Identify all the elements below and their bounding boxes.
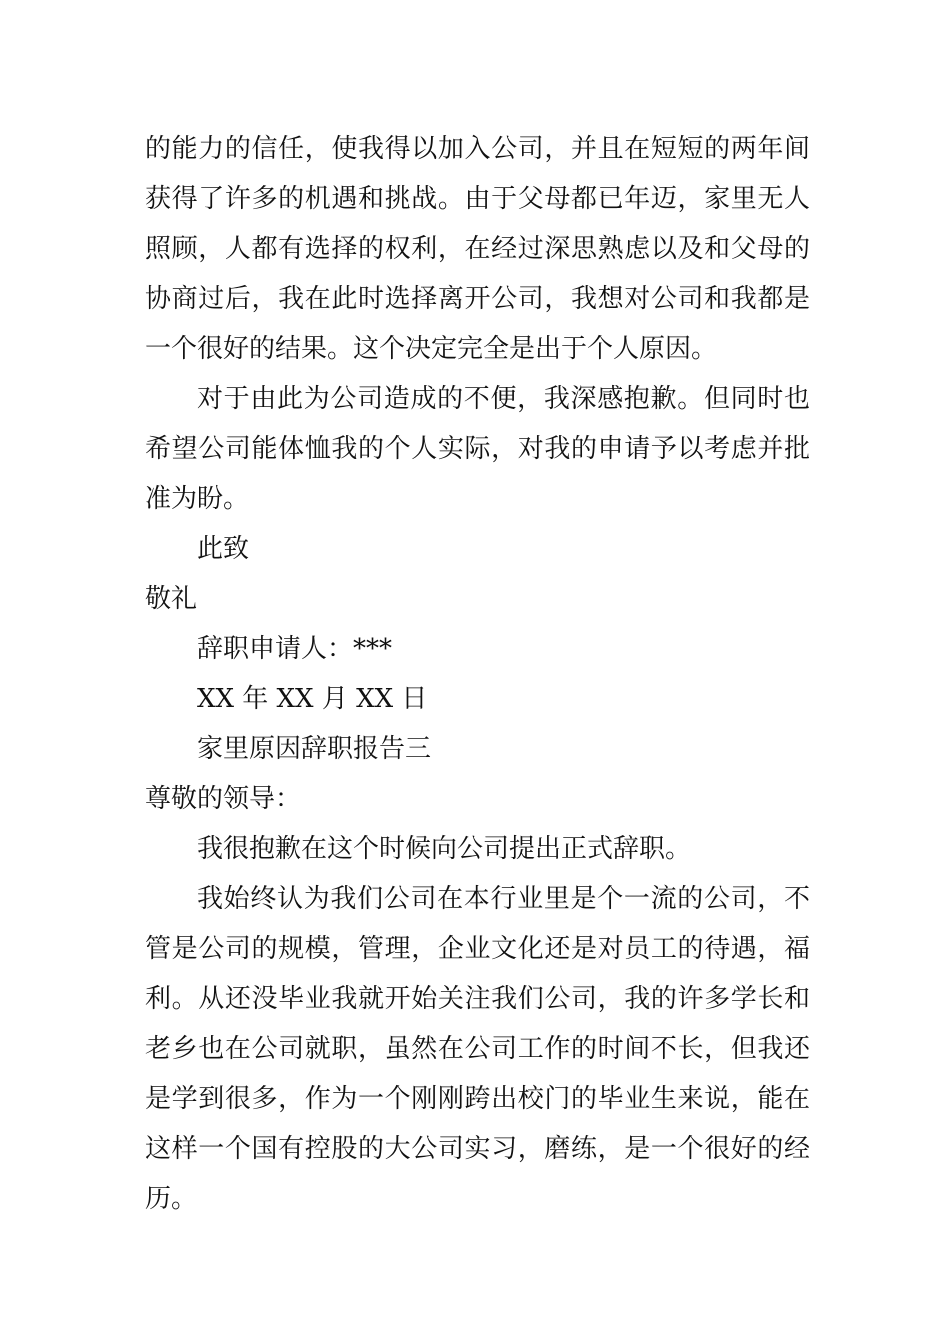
- paragraph-4-line-7: 历。: [145, 1184, 198, 1214]
- greeting: 尊敬的领导：: [145, 784, 302, 814]
- paragraph-4-line-4: 老乡也在公司就职，虽然在公司工作的时间不长，但我还: [145, 1034, 810, 1064]
- paragraph-4-line-3: 利。从还没毕业我就开始关注我们公司，我的许多学长和: [145, 984, 810, 1014]
- closing-salutation: 此致: [197, 534, 250, 564]
- paragraph-4-line-6: 这样一个国有控股的大公司实习，磨练，是一个很好的经: [145, 1134, 810, 1164]
- section-title: 家里原因辞职报告三: [197, 734, 432, 764]
- paragraph-3-line-1: 我很抱歉在这个时候向公司提出正式辞职。: [197, 834, 692, 864]
- paragraph-1-line-5: 一个很好的结果。这个决定完全是出于个人原因。: [145, 334, 718, 364]
- paragraph-2-line-1: 对于由此为公司造成的不便，我深感抱歉。但同时也: [197, 384, 810, 414]
- closing-regards: 敬礼: [145, 584, 198, 614]
- applicant-signature: 辞职申请人：***: [197, 634, 393, 664]
- paragraph-1-line-2: 获得了许多的机遇和挑战。由于父母都已年迈，家里无人: [145, 184, 810, 214]
- paragraph-1-line-1: 的能力的信任，使我得以加入公司，并且在短短的两年间: [145, 134, 810, 164]
- paragraph-4-line-5: 是学到很多，作为一个刚刚跨出校门的毕业生来说，能在: [145, 1084, 810, 1114]
- paragraph-4-line-1: 我始终认为我们公司在本行业里是个一流的公司，不: [197, 884, 810, 914]
- letter-date: XX 年 XX 月 XX 日: [197, 684, 428, 714]
- paragraph-1-line-3: 照顾，人都有选择的权利，在经过深思熟虑以及和父母的: [145, 234, 810, 264]
- paragraph-1-line-4: 协商过后，我在此时选择离开公司，我想对公司和我都是: [145, 284, 810, 314]
- paragraph-4-line-2: 管是公司的规模，管理，企业文化还是对员工的待遇，福: [145, 934, 810, 964]
- paragraph-2-line-2: 希望公司能体恤我的个人实际，对我的申请予以考虑并批: [145, 434, 810, 464]
- paragraph-2-line-3: 准为盼。: [145, 484, 250, 514]
